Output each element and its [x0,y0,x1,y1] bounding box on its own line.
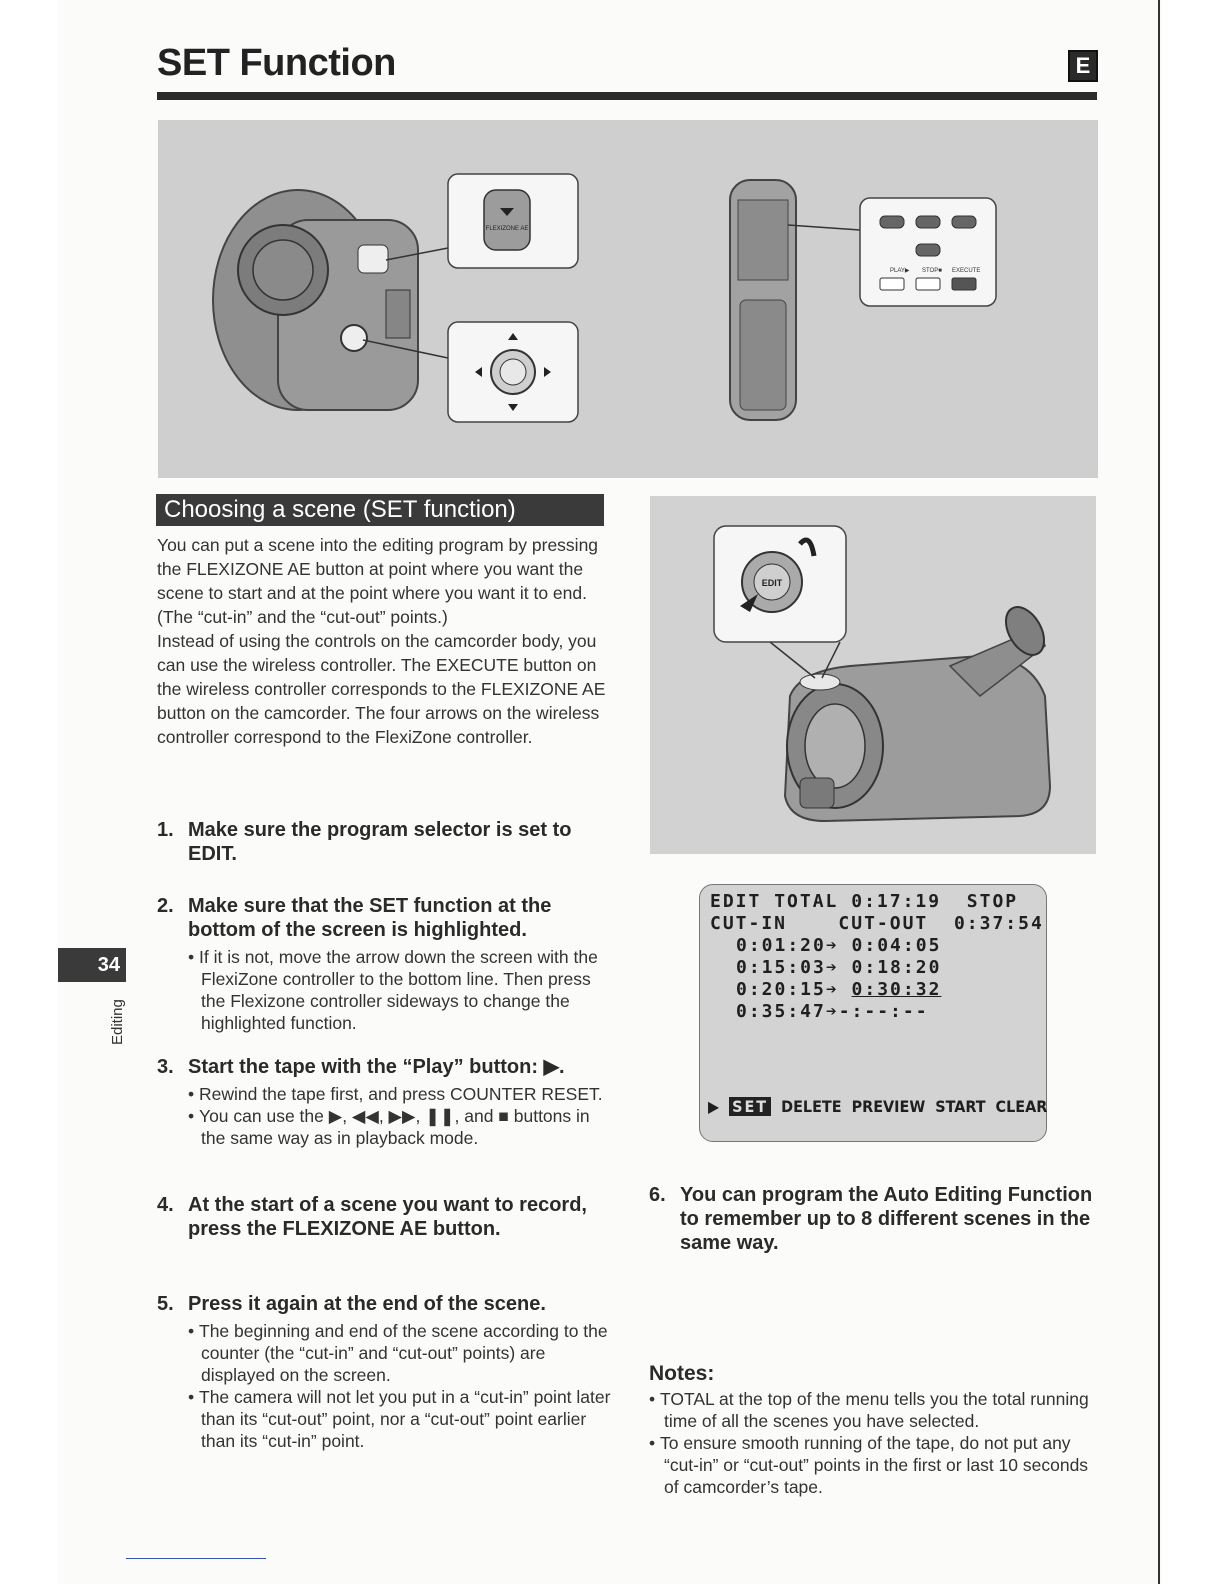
osd-cut-out-blinking: -:--:-- [838,1001,929,1022]
controls-illustration [158,120,1098,478]
step-bullets [188,1083,617,1149]
osd-scene-row: 0:15:03➔ 0:18:20 [736,957,942,978]
flexizone-button-label: FLEXIZONE AE [485,226,529,232]
step-bullet: • You can use the ▶, ◀◀, ▶▶, ❚❚, and ■ buttons in the same way as in playback mode. [188,1105,617,1149]
camcorder-rear-illustration [213,190,418,410]
remote-stop-label: STOP■ [922,268,942,274]
step-number: 2. [157,895,174,917]
notes-list [649,1388,1099,1498]
osd-scene-row: 0:20:15➔ 0:30:32 [736,979,942,1000]
flexizone-controller-callout [448,322,578,422]
osd-status: STOP [966,891,1019,912]
program-selector-illustration-svg [650,496,1096,854]
osd-header-row [710,891,1018,912]
osd-cut-in: 0:20:15 [736,979,826,1000]
step-text: Make sure the program selector is set to EDIT. [188,819,572,865]
osd-menu-delete[interactable]: DELETE [781,1097,842,1116]
step-3 [157,1055,617,1149]
section-side-label-text: Editing [109,999,126,1045]
remote-buttons-callout [860,198,996,306]
osd-cut-out: 0:18:20 [851,957,942,978]
step-number: 4. [157,1194,174,1216]
step-number: 5. [157,1293,174,1315]
program-selector-illustration [650,496,1096,854]
program-dial-callout [714,526,846,642]
note-item: • To ensure smooth running of the tape, do not put any “cut-in” or “cut-out” points in the first or last 10 seconds of camcorder’s tape. [649,1432,1099,1498]
language-badge: E [1068,50,1098,82]
section-side-label [103,985,133,1045]
flexizone-ae-button-callout [448,174,578,268]
page-edge-rule [1158,0,1160,1584]
remote-execute-label: EXECUTE [952,268,981,274]
osd-cut-in: 0:01:20 [736,935,826,956]
dial-edit-label: EDIT [761,578,783,588]
step-bullet: • Rewind the tape first, and press COUNTER RESET. [188,1083,617,1105]
step-1 [157,818,617,866]
title-rule [157,92,1097,100]
notes-title: Notes: [649,1362,715,1385]
step-number: 6. [649,1184,666,1206]
osd-menu-preview[interactable]: PREVIEW [851,1097,926,1116]
step-bullet: • The beginning and end of the scene according to the counter (the “cut-in” and “cut-out” points) are displayed on the screen. [188,1320,617,1386]
osd-column-row [710,913,1044,934]
controls-illustration-svg [158,120,1098,478]
osd-cut-in: 0:15:03 [736,957,826,978]
page-title: SET Function [157,42,396,84]
osd-scene-row: 0:01:20➔ 0:04:05 [736,935,942,956]
footer-line [126,1558,266,1559]
step-text: Make sure that the SET function at the bottom of the screen is highlighted. [188,895,552,941]
step-5 [157,1292,617,1452]
step-bullet: • If it is not, move the arrow down the screen with the FlexiZone controller to the bottom line. Then press the Flexizone controller sideways to change the highlighted function. [188,946,617,1034]
step-text: Start the tape with the “Play” button: ▶. [188,1056,565,1078]
osd-menu-start[interactable]: START [935,1097,986,1116]
wireless-controller-illustration [730,180,860,420]
edit-screen-display [699,884,1047,1142]
step-number: 1. [157,819,174,841]
intro-paragraph: You can put a scene into the editing program by pressing the FLEXIZONE AE button at point where you want the scene to start and at the point where you want it to end. (The “cut-in” and the “cut-out” points.) [157,535,599,627]
step-text: Press it again at the end of the scene. [188,1293,546,1315]
intro-text [157,533,607,749]
step-6 [649,1183,1099,1255]
osd-cursor-icon: ▶ [708,1097,720,1116]
osd-edit-label: EDIT [710,891,762,912]
step-bullets [188,1320,617,1452]
step-bullets [188,946,617,1034]
osd-remaining-time: 0:37:54 [953,913,1044,934]
note-item: • TOTAL at the top of the menu tells you the total running time of all the scenes you have selected. [649,1388,1099,1432]
osd-menu-clear[interactable]: CLEAR [995,1097,1048,1116]
osd-cut-in-header: CUT-IN [710,913,788,934]
step-4 [157,1193,617,1241]
osd-scene-row: 0:35:47➔-:--:-- [736,1001,929,1022]
osd-cut-out: 0:30:32 [851,979,942,1000]
remote-play-label: PLAY▶ [890,268,910,274]
intro-paragraph: Instead of using the controls on the camcorder body, you can use the wireless controller. The EXECUTE button on the wireless controller corresponds to the FLEXIZONE AE button on the camcorder. The four arrows on the wireless controller correspond to the FlexiZone controller. [157,631,606,747]
osd-total-time: 0:17:19 [851,891,942,912]
osd-total-label: TOTAL [774,891,839,912]
osd-cut-in: 0:35:47 [736,1001,826,1022]
step-2 [157,894,617,1034]
step-text: You can program the Auto Editing Function to remember up to 8 different scenes in the same way. [680,1184,1093,1254]
page-number-tab: 34 [58,948,126,982]
osd-cut-out: 0:04:05 [851,935,942,956]
step-text: At the start of a scene you want to record, press the FLEXIZONE AE button. [188,1194,587,1240]
osd-menu-bar [708,1097,1047,1116]
osd-cut-out-header: CUT-OUT [838,913,929,934]
section-heading: Choosing a scene (SET function) [156,494,604,526]
step-number: 3. [157,1056,174,1078]
osd-menu-set[interactable]: SET [729,1097,771,1116]
step-bullet: • The camera will not let you put in a “cut-in” point later than its “cut-out” point, nor a “cut-out” point earlier than its “cut-in” point. [188,1386,617,1452]
